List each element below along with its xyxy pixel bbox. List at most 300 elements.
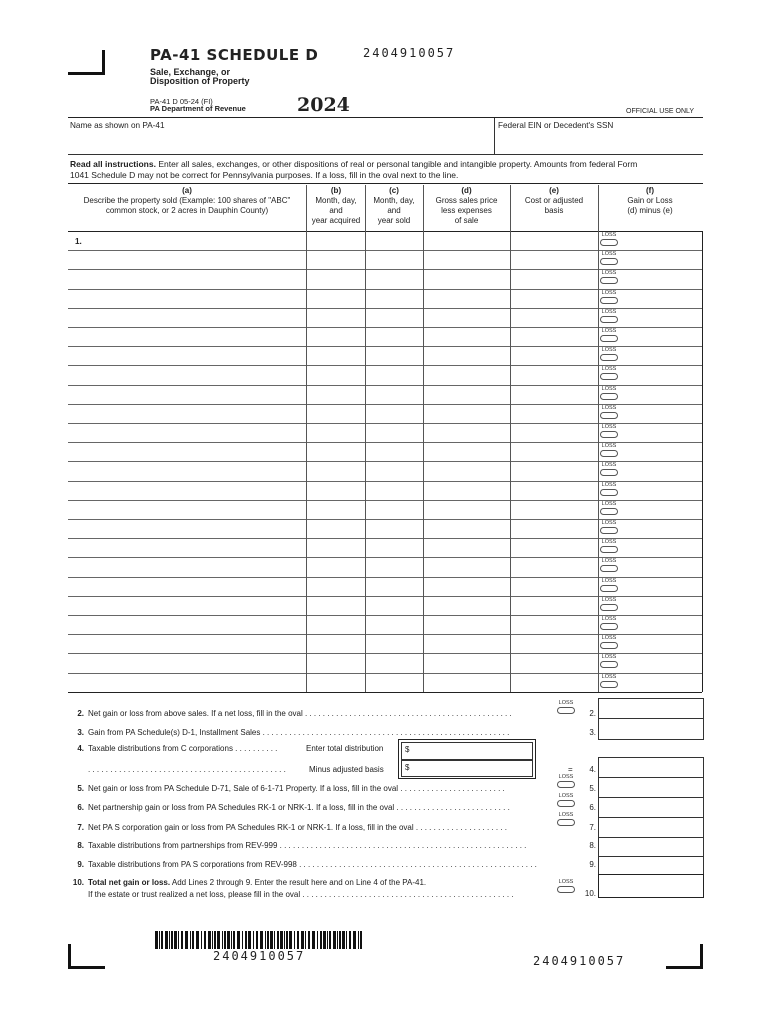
loss-label: LOSS [601,232,617,238]
table-row [68,461,702,480]
line3-amount[interactable] [598,718,704,740]
cell-gross-sales[interactable] [423,328,510,345]
line4-adjusted-basis[interactable] [401,760,533,777]
row-loss-oval[interactable] [597,482,621,498]
row-loss-oval[interactable] [597,520,621,536]
cell-date-acquired[interactable] [306,674,365,691]
row-loss-oval[interactable] [597,366,621,382]
line5-number: 5. [77,784,84,793]
row-loss-oval[interactable] [597,443,621,459]
line9-right-number: 9. [589,860,596,869]
cell-date-acquired[interactable] [306,635,365,652]
cell-description[interactable] [68,232,306,249]
cell-cost-basis[interactable] [510,674,598,691]
col-b-line1: Month, day, [315,196,357,205]
line3-text: Gain from PA Schedule(s) D-1, Installment Sales [88,728,261,737]
line10-right-number: 10. [584,889,596,898]
cell-date-sold[interactable] [365,251,423,268]
cell-gross-sales[interactable] [423,366,510,383]
table-row [68,653,702,672]
line5-loss-label: LOSS [558,774,574,780]
line4-enter-label: Enter total distribution [306,744,384,753]
cell-date-acquired[interactable] [306,424,365,441]
line3-label [88,728,509,738]
cell-description[interactable] [68,290,306,307]
cell-date-sold[interactable] [365,232,423,249]
cell-date-acquired[interactable] [306,616,365,633]
subtitle-line1: Sale, Exchange, or [150,67,231,77]
line9-amount[interactable] [598,856,704,876]
barcode-bar [222,931,223,949]
cell-description[interactable] [68,424,306,441]
table-top-rule [68,183,703,184]
cell-cost-basis[interactable] [510,654,598,671]
line6-loss-oval[interactable] [551,793,581,809]
cell-gross-sales[interactable] [423,405,510,422]
cell-date-acquired[interactable] [306,443,365,460]
cell-gross-sales[interactable] [423,482,510,499]
cell-date-acquired[interactable] [306,405,365,422]
cell-description[interactable] [68,366,306,383]
official-use-label: OFFICIAL USE ONLY [626,108,695,115]
line9-text: Taxable distributions from PA S corporations from REV-998 [88,860,297,869]
cell-date-sold[interactable] [365,616,423,633]
loss-oval-icon [600,661,618,668]
barcode-bar [274,931,275,949]
barcode-bar [245,931,247,949]
cell-date-sold[interactable] [365,386,423,403]
line2-label [88,709,512,719]
row-loss-oval[interactable] [597,309,621,325]
col-d-line3: of sale [454,216,479,225]
line4-amount[interactable] [598,757,704,779]
cell-cost-basis[interactable] [510,482,598,499]
row-loss-oval[interactable] [597,462,621,478]
loss-label: LOSS [601,674,617,680]
row-loss-oval[interactable] [597,558,621,574]
loss-oval-icon [600,316,618,323]
line10-bold: Total net gain or loss. [88,878,171,887]
cell-description[interactable] [68,251,306,268]
cell-date-sold[interactable] [365,328,423,345]
cell-date-sold[interactable] [365,309,423,326]
cell-date-sold[interactable] [365,635,423,652]
line4-text: Taxable distributions from C corporations [88,744,233,753]
col-c-line3: year sold [377,216,411,225]
cell-cost-basis[interactable] [510,539,598,556]
barcode-bar [208,931,211,949]
line10-oval-icon [557,886,575,893]
loss-label: LOSS [601,558,617,564]
barcode-bar [329,931,331,949]
loss-oval-icon [600,297,618,304]
col-d-letter: (d) [461,186,472,195]
line10-label [88,878,426,888]
line4-label [88,744,277,754]
cell-date-sold[interactable] [365,270,423,287]
line6-dots: . . . . . . . . . . . . . . . . . . . . . . . . . . [394,803,510,812]
cell-description[interactable] [68,635,306,652]
cell-description[interactable] [68,520,306,537]
cell-description[interactable] [68,674,306,691]
loss-oval-icon [600,373,618,380]
cell-cost-basis[interactable] [510,578,598,595]
cell-date-sold[interactable] [365,578,423,595]
cell-cost-basis[interactable] [510,520,598,537]
cell-gross-sales[interactable] [423,232,510,249]
cell-description[interactable] [68,616,306,633]
instructions [70,159,637,181]
cell-date-acquired[interactable] [306,597,365,614]
barcode-bar [260,931,263,949]
line8-label [88,841,526,851]
table-bottom-rule [68,692,702,693]
line4-dollar2: $ [405,763,410,772]
loss-oval-icon [600,277,618,284]
cell-description[interactable] [68,328,306,345]
cell-cost-basis[interactable] [510,232,598,249]
loss-label: LOSS [601,386,617,392]
loss-label: LOSS [601,635,617,641]
line8-amount[interactable] [598,837,704,858]
row-loss-oval[interactable] [597,597,621,613]
line5-oval-icon [557,781,575,788]
cell-gross-sales[interactable] [423,616,510,633]
line9-dots: . . . . . . . . . . . . . . . . . . . . . . . . . . . . . . . . . . . . . . . . . . . . . . . . . . . . . . [296,860,537,869]
col-b-header [307,186,365,226]
col-a-header [68,186,306,216]
cell-date-sold[interactable] [365,558,423,575]
barcode-bar [339,931,341,949]
col-a-line1: Describe the property sold (Example: 100 shares of "ABC" [83,196,291,205]
barcode-bar [294,931,295,949]
cell-date-sold[interactable] [365,424,423,441]
table-row [68,442,702,461]
col-a-line2: common stock, or 2 acres in Dauphin County) [105,206,269,215]
cell-description[interactable] [68,482,306,499]
corner-mark-bottom-right [666,944,703,969]
form-title: PA-41 SCHEDULE D [150,46,319,64]
cell-cost-basis[interactable] [510,347,598,364]
cell-description[interactable] [68,597,306,614]
loss-label: LOSS [601,443,617,449]
table-row [68,557,702,576]
cell-cost-basis[interactable] [510,616,598,633]
line2-loss-oval[interactable] [551,700,581,716]
line6-text: Net partnership gain or loss from PA Schedules RK-1 or NRK-1. If a loss, fill in the oval [88,803,395,812]
cell-gross-sales[interactable] [423,578,510,595]
row-loss-oval[interactable] [597,232,621,248]
col-f-line2: (d) minus (e) [627,206,673,215]
cell-date-sold[interactable] [365,482,423,499]
cell-description[interactable] [68,501,306,518]
loss-label: LOSS [601,539,617,545]
barcode-bar [174,931,177,949]
row-loss-oval[interactable] [597,654,621,670]
cell-date-acquired[interactable] [306,558,365,575]
line2-number: 2. [77,709,84,718]
cell-gross-sales[interactable] [423,270,510,287]
row-loss-oval[interactable] [597,405,621,421]
subtitle-line2: Disposition of Property [150,76,250,86]
row-loss-oval[interactable] [597,328,621,344]
line9-number: 9. [77,860,84,869]
cell-date-sold[interactable] [365,520,423,537]
barcode-bar [280,931,283,949]
loss-oval-icon [600,585,618,592]
line2-amount[interactable] [598,698,704,720]
ein-field[interactable] [496,130,702,154]
line10-loss-oval[interactable] [551,879,581,895]
table-right-rule [702,231,703,692]
line10-text2: If the estate or trust realized a net loss, please fill in the oval [88,890,301,899]
barcode-bar [342,931,345,949]
cell-date-acquired[interactable] [306,232,365,249]
cell-cost-basis[interactable] [510,290,598,307]
line7-oval-icon [557,819,575,826]
cell-cost-basis[interactable] [510,424,598,441]
cell-description[interactable] [68,386,306,403]
barcode-bar [242,931,243,949]
barcode-bar [327,931,328,949]
cell-description[interactable] [68,347,306,364]
barcode-bar [178,931,179,949]
loss-oval-icon [600,508,618,515]
line5-label [88,784,505,794]
cell-date-sold[interactable] [365,462,423,479]
row-1-label: 1. [75,237,82,246]
cell-description[interactable] [68,443,306,460]
row-loss-oval[interactable] [597,251,621,267]
cell-date-acquired[interactable] [306,251,365,268]
cell-description[interactable] [68,270,306,287]
barcode-bar [165,931,168,949]
cell-date-acquired[interactable] [306,462,365,479]
barcode-bar [323,931,326,949]
barcode-bar [233,931,235,949]
row-loss-oval[interactable] [597,539,621,555]
barcode-bar [360,931,362,949]
cell-date-sold[interactable] [365,501,423,518]
cell-date-acquired[interactable] [306,290,365,307]
cell-gross-sales[interactable] [423,290,510,307]
cell-date-acquired[interactable] [306,309,365,326]
form-id: PA-41 D 05-24 (FI) [150,97,213,106]
line10-label2 [88,890,514,900]
cell-date-sold[interactable] [365,405,423,422]
loss-oval-icon [600,527,618,534]
cell-description[interactable] [68,405,306,422]
cell-cost-basis[interactable] [510,328,598,345]
cell-date-sold[interactable] [365,597,423,614]
cell-date-acquired[interactable] [306,366,365,383]
loss-oval-icon [600,604,618,611]
table-row [68,519,702,538]
cell-gross-sales[interactable] [423,443,510,460]
cell-date-acquired[interactable] [306,347,365,364]
table-row [68,423,702,442]
loss-oval-icon [600,258,618,265]
cell-gross-sales[interactable] [423,251,510,268]
line4-minus-label: Minus adjusted basis [309,765,384,774]
cell-cost-basis[interactable] [510,309,598,326]
cell-gross-sales[interactable] [423,674,510,691]
line10-amount[interactable] [598,874,704,898]
instructions-bold: Read all instructions. [70,159,156,169]
cell-date-sold[interactable] [365,674,423,691]
barcode-bar [169,931,170,949]
barcode-bar [358,931,359,949]
col-a-letter: (a) [182,186,192,195]
cell-date-acquired[interactable] [306,539,365,556]
line7-amount[interactable] [598,817,704,839]
cell-gross-sales[interactable] [423,386,510,403]
cell-date-acquired[interactable] [306,328,365,345]
cell-cost-basis[interactable] [510,366,598,383]
cell-date-acquired[interactable] [306,482,365,499]
cell-date-sold[interactable] [365,443,423,460]
cell-description[interactable] [68,578,306,595]
cell-date-acquired[interactable] [306,520,365,537]
barcode-bar [231,931,232,949]
cell-description[interactable] [68,309,306,326]
cell-description[interactable] [68,654,306,671]
cell-description[interactable] [68,539,306,556]
barcode-bar [181,931,183,949]
table-row [68,231,702,250]
cell-date-sold[interactable] [365,654,423,671]
barcode-bar [196,931,199,949]
loss-oval-icon [600,431,618,438]
corner-mark-top-left [68,50,105,75]
line8-dots: . . . . . . . . . . . . . . . . . . . . . . . . . . . . . . . . . . . . . . . . . . . . . . . . . . . . . . . . [277,841,527,850]
barcode-bar [277,931,279,949]
cell-gross-sales[interactable] [423,309,510,326]
row-loss-oval[interactable] [597,290,621,306]
barcode-bar [317,931,318,949]
line6-right-number: 6. [589,803,596,812]
cell-date-acquired[interactable] [306,270,365,287]
line8-text: Taxable distributions from partnerships from REV-999 [88,841,278,850]
col-f-line1: Gain or Loss [627,196,673,205]
cell-date-acquired[interactable] [306,654,365,671]
cell-cost-basis[interactable] [510,597,598,614]
cell-gross-sales[interactable] [423,347,510,364]
row-loss-oval[interactable] [597,616,621,632]
row-loss-oval[interactable] [597,386,621,402]
row-loss-oval[interactable] [597,635,621,651]
cell-cost-basis[interactable] [510,270,598,287]
cell-cost-basis[interactable] [510,558,598,575]
cell-gross-sales[interactable] [423,597,510,614]
cell-date-sold[interactable] [365,290,423,307]
line5-amount[interactable] [598,777,704,799]
line6-amount[interactable] [598,797,704,819]
cell-gross-sales[interactable] [423,558,510,575]
cell-cost-basis[interactable] [510,386,598,403]
cell-gross-sales[interactable] [423,462,510,479]
loss-oval-icon [600,642,618,649]
table-row [68,615,702,634]
name-field[interactable] [68,130,492,154]
cell-cost-basis[interactable] [510,251,598,268]
line3-right-number: 3. [589,728,596,737]
table-row [68,308,702,327]
loss-label: LOSS [601,424,617,430]
cell-date-acquired[interactable] [306,578,365,595]
cell-date-sold[interactable] [365,539,423,556]
barcode-bar [337,931,338,949]
cell-cost-basis[interactable] [510,635,598,652]
loss-label: LOSS [601,251,617,257]
cell-cost-basis[interactable] [510,501,598,518]
cell-description[interactable] [68,558,306,575]
doc-number-bottom-right: 2404910057 [533,954,626,968]
line10-number: 10. [72,878,84,887]
line9-label [88,860,537,870]
row-loss-oval[interactable] [597,501,621,517]
loss-oval-icon [600,623,618,630]
barcode-bar [224,931,226,949]
cell-cost-basis[interactable] [510,443,598,460]
line10-dots: . . . . . . . . . . . . . . . . . . . . . . . . . . . . . . . . . . . . . . . . . . . . . . . . [300,890,514,899]
row-loss-oval[interactable] [597,347,621,363]
row-loss-oval[interactable] [597,674,621,690]
cell-description[interactable] [68,462,306,479]
table-row [68,289,702,308]
barcode-bar [346,931,347,949]
cell-cost-basis[interactable] [510,462,598,479]
loss-oval-icon [600,565,618,572]
loss-label: LOSS [601,501,617,507]
loss-oval-icon [600,393,618,400]
header-rule [68,117,703,118]
cell-gross-sales[interactable] [423,635,510,652]
cell-gross-sales[interactable] [423,520,510,537]
cell-gross-sales[interactable] [423,539,510,556]
row-loss-oval[interactable] [597,270,621,286]
corner-mark-bottom-left [68,944,105,969]
barcode-bar [284,931,285,949]
cell-date-sold[interactable] [365,347,423,364]
line4-dots2: . . . . . . . . . . . . . . . . . . . . . . . . . . . . . . . . . . . . . . . . . . . . . [88,765,286,774]
barcode-bar [305,931,306,949]
cell-date-acquired[interactable] [306,386,365,403]
cell-date-acquired[interactable] [306,501,365,518]
table-row [68,500,702,519]
line4-total-distribution[interactable] [401,742,533,760]
line6-label [88,803,510,813]
col-b-line2: and [329,206,343,215]
row-loss-oval[interactable] [597,424,621,440]
line7-loss-oval[interactable] [551,812,581,828]
loss-oval-icon [600,450,618,457]
loss-label: LOSS [601,290,617,296]
col-c-letter: (c) [389,186,399,195]
instructions-line2: 1041 Schedule D may not be correct for Pennsylvania purposes. If a loss, fill in the oval next to the line. [70,170,459,180]
row-loss-oval[interactable] [597,578,621,594]
cell-gross-sales[interactable] [423,501,510,518]
department: PA Department of Revenue [150,104,246,113]
cell-date-sold[interactable] [365,366,423,383]
line4-right-number: 4. [589,765,596,774]
cell-cost-basis[interactable] [510,405,598,422]
barcode-bar [253,931,254,949]
cell-gross-sales[interactable] [423,424,510,441]
cell-gross-sales[interactable] [423,654,510,671]
line5-loss-oval[interactable] [551,774,581,790]
doc-number-bottom-center: 2404910057 [213,949,306,963]
